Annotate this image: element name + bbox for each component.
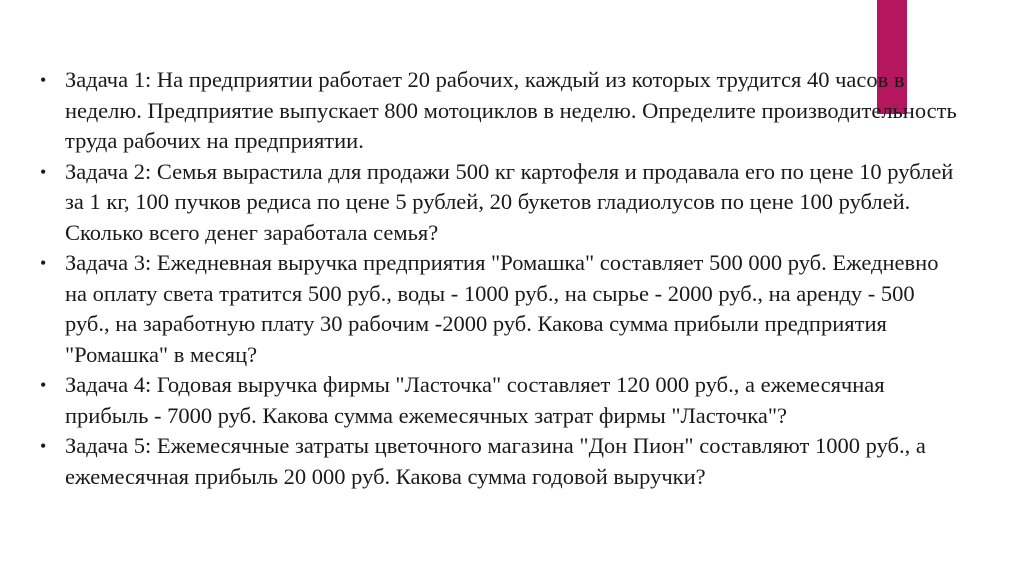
- task-text-2: Задача 2: Семья вырастила для продажи 500 кг картофеля и продавала его по цене 10 рублей за 1 кг, 100 пучков редиса по цене 5 рублей, 20 букетов гладиолусов по цене 100 рублей. Сколько всего денег заработала семья?: [65, 158, 954, 245]
- task-item-4: [40, 370, 960, 431]
- task-item-5: [40, 431, 960, 492]
- task-item-1: [40, 65, 960, 157]
- bullet-icon: •: [40, 436, 47, 456]
- bullet-icon: •: [40, 253, 47, 273]
- bullet-icon: •: [40, 161, 47, 182]
- task-item-3: [40, 248, 960, 370]
- task-text-3: Задача 3: Ежедневная выручка предприятия "Ромашка" составляет 500 000 руб. Ежедневно на оплату света тратится 500 руб., воды - 1000 руб., на сырье - 2000 руб., на аренду - 500 руб., на заработную плату 30 рабочим -2000 руб. Какова сумма прибыли предприятия "Ромашка" в месяц?: [65, 250, 939, 367]
- task-item-2: [40, 157, 960, 249]
- task-text-5: Задача 5: Ежемесячные затраты цветочного магазина "Дон Пион" составляют 1000 руб., а ежемесячная прибыль 20 000 руб. Какова сумма годовой выручки?: [65, 433, 926, 489]
- task-text-1: Задача 1: На предприятии работает 20 рабочих, каждый из которых трудится 40 часов в неделю. Предприятие выпускает 800 мотоциклов в неделю. Определите производительность труда рабочих на предприятии.: [65, 67, 957, 153]
- bullet-icon: •: [40, 375, 47, 395]
- task-text-4: Задача 4: Годовая выручка фирмы "Ласточка" составляет 120 000 руб., а ежемесячная прибыль - 7000 руб. Какова сумма ежемесячных затрат фирмы "Ласточка"?: [65, 372, 885, 428]
- bullet-icon: •: [40, 70, 47, 90]
- task-list: [40, 65, 960, 492]
